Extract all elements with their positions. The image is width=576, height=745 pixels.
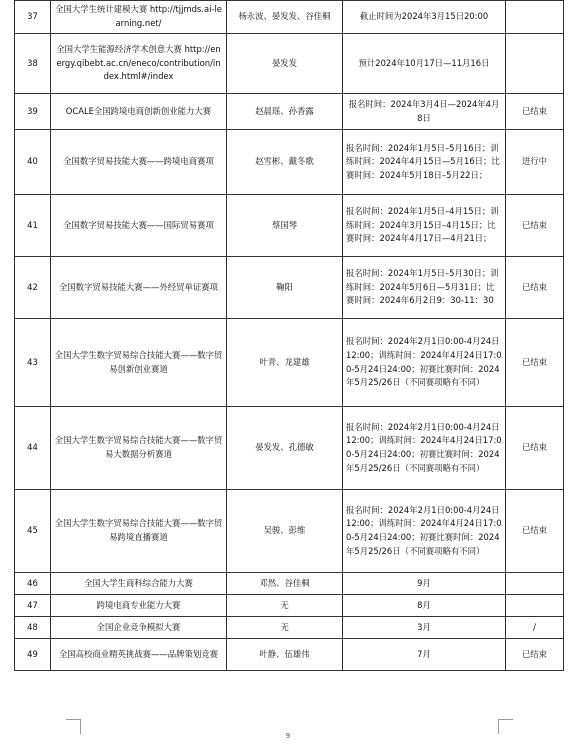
status: [506, 34, 564, 94]
table-row: [15, 573, 564, 595]
status: [506, 573, 564, 595]
schedule: 3月: [343, 617, 506, 639]
instructors: 赵雪彬、戴冬歌: [227, 130, 343, 195]
row-number: 48: [15, 617, 51, 639]
competition-name: 全国企业竞争模拟大赛: [51, 617, 227, 639]
row-number: 39: [15, 94, 51, 130]
row-number: 40: [15, 130, 51, 195]
table-row: [15, 1, 564, 34]
competition-name: 全国大学生数字贸易综合技能大赛——数字贸易大数据分析赛道: [51, 407, 227, 490]
status: 进行中: [506, 130, 564, 195]
schedule: 9月: [343, 573, 506, 595]
table-row: [15, 639, 564, 671]
competition-name: 全国大学生统计建模大赛 http://tjjmds.ai-learning.net/: [51, 1, 227, 34]
table-row: [15, 617, 564, 639]
status: 已结束: [506, 490, 564, 573]
table-row: [15, 34, 564, 94]
schedule: 报名时间：2024年2月1日0:00-4月24日12:00；训练时间：2024年4月24日17:00-5月24日24:00；初赛比赛时间：2024年5月25/26日（不同赛项略有不同）: [343, 490, 506, 573]
schedule: 截止时间为2024年3月15日20:00: [343, 1, 506, 34]
schedule: 预计2024年10月17日—11月16日: [343, 34, 506, 94]
instructors: 蔡国琴: [227, 195, 343, 257]
row-number: 43: [15, 319, 51, 407]
instructors: 赵晨瑶、孙香露: [227, 94, 343, 130]
status: /: [506, 617, 564, 639]
instructors: 杨永波、晏发发、谷佳桐: [227, 1, 343, 34]
instructors: 晏发发: [227, 34, 343, 94]
status: 已结束: [506, 319, 564, 407]
row-number: 41: [15, 195, 51, 257]
instructors: 叶静、伍雄伟: [227, 639, 343, 671]
table-row: [15, 407, 564, 490]
table-row: [15, 319, 564, 407]
competition-name: 全国大学生数字贸易综合技能大赛——数字贸易创新创业赛道: [51, 319, 227, 407]
status: 已结束: [506, 195, 564, 257]
competition-name: 全国大学生数字贸易综合技能大赛——数字贸易跨境直播赛道: [51, 490, 227, 573]
table-row: [15, 595, 564, 617]
schedule: 7月: [343, 639, 506, 671]
status: [506, 1, 564, 34]
status: 已结束: [506, 407, 564, 490]
competition-name: 全国大学生能源经济学术创意大赛 http://energy.qibebt.ac.cn/eneco/contribution/index.html#/index: [51, 34, 227, 94]
schedule: 报名时间：2024年1月5日–4月15日；训练时间：2024年3月15日–4月15日；比赛时间：2024年4月17日—4月21日；: [343, 195, 506, 257]
instructors: 无: [227, 617, 343, 639]
row-number: 44: [15, 407, 51, 490]
schedule: 报名时间：2024年2月1日0:00-4月24日12:00；训练时间：2024年4月24日17:00-5月24日24:00；初赛比赛时间：2024年5月25/26日（不同赛项略有不同）: [343, 407, 506, 490]
competition-name: 全国数字贸易技能大赛——跨境电商赛项: [51, 130, 227, 195]
status: 已结束: [506, 94, 564, 130]
instructors: 鞠阳: [227, 257, 343, 319]
instructors: 叶青、龙建雄: [227, 319, 343, 407]
competition-name: 全国数字贸易技能大赛——国际贸易赛项: [51, 195, 227, 257]
table-row: [15, 195, 564, 257]
schedule: 报名时间：2024年2月1日0:00-4月24日12:00；训练时间：2024年4月24日17:00-5月24日24:00；初赛比赛时间：2024年5月25/26日（不同赛项略有不同）: [343, 319, 506, 407]
schedule: 8月: [343, 595, 506, 617]
page-number: 9: [285, 732, 291, 740]
instructors: 吴骏、彭维: [227, 490, 343, 573]
table-row: [15, 94, 564, 130]
row-number: 49: [15, 639, 51, 671]
row-number: 46: [15, 573, 51, 595]
status: 已结束: [506, 639, 564, 671]
competition-name: 跨境电商专业能力大赛: [51, 595, 227, 617]
competition-name: 全国数字贸易技能大赛——外经贸单证赛项: [51, 257, 227, 319]
competition-name: OCALE全国跨境电商创新创业能力大赛: [51, 94, 227, 130]
instructors: 无: [227, 595, 343, 617]
competition-name: 全国高校商业精英挑战赛——品牌策划竞赛: [51, 639, 227, 671]
competition-name: 全国大学生商科综合能力大赛: [51, 573, 227, 595]
competition-table: [14, 0, 564, 671]
instructors: 晏发发、孔德敏: [227, 407, 343, 490]
row-number: 45: [15, 490, 51, 573]
row-number: 38: [15, 34, 51, 94]
schedule: 报名时间：2024年3月4日—2024年4月8日: [343, 94, 506, 130]
table-row: [15, 130, 564, 195]
table-row: [15, 257, 564, 319]
table-row: [15, 490, 564, 573]
status: [506, 595, 564, 617]
row-number: 42: [15, 257, 51, 319]
instructors: 邓然、谷佳桐: [227, 573, 343, 595]
row-number: 37: [15, 1, 51, 34]
schedule: 报名时间：2024年1月5日–5月30日；训练时间：2024年5月6日—5月31日；比赛时间：2024年6月2日9：30-11：30: [343, 257, 506, 319]
row-number: 47: [15, 595, 51, 617]
status: 已结束: [506, 257, 564, 319]
schedule: 报名时间：2024年1月5日–5月16日；训练时间：2024年4月15日—5月16日；比赛时间：2024年5月18日–5月22日；: [343, 130, 506, 195]
